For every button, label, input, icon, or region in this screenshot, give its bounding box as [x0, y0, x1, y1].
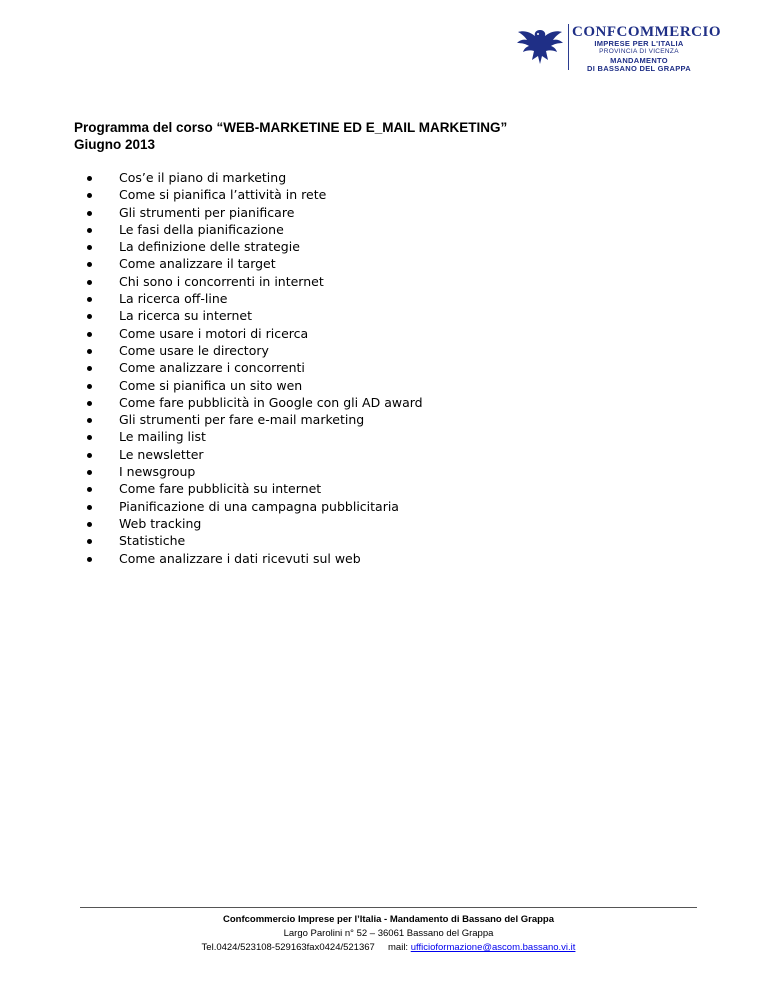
footer-organization: Confcommercio Imprese per l’Italia - Mandamento di Bassano del Grappa: [223, 914, 554, 925]
bullet-icon: [87, 297, 92, 302]
title-line-date: Giugno 2013: [74, 137, 156, 152]
list-item: [82, 550, 423, 567]
eagle-icon: [516, 26, 564, 66]
logo-text: [572, 24, 721, 73]
title-line-course: Programma del corso “WEB-MARKETINE ED E_MAIL MARKETING”: [74, 120, 508, 135]
list-item-text: Gli strumenti per pianificare: [119, 204, 295, 220]
course-topics-list: [82, 169, 423, 567]
footer: [80, 913, 697, 955]
bullet-icon: [87, 418, 92, 423]
bullet-icon: [87, 349, 92, 354]
list-item: [82, 480, 423, 497]
list-item-text: Come analizzare i dati ricevuti sul web: [119, 550, 361, 566]
bullet-icon: [87, 401, 92, 406]
list-item-text: Come si pianifica un sito wen: [119, 377, 303, 393]
bullet-icon: [87, 522, 92, 527]
logo-divider: [568, 24, 569, 70]
list-item-text: La ricerca off-line: [119, 291, 228, 307]
bullet-icon: [87, 557, 92, 562]
list-item: [82, 204, 423, 221]
bullet-icon: [87, 228, 92, 233]
logo-mandamento-line2: DI BASSANO DEL GRAPPA: [587, 64, 691, 73]
list-item: [82, 307, 423, 324]
list-item-text: Pianificazione di una campagna pubblicitaria: [119, 498, 399, 514]
list-item: [82, 498, 423, 515]
bullet-icon: [87, 453, 92, 458]
footer-phone-fax: Tel.0424/523108-529163fax0424/521367 mail:: [201, 942, 411, 953]
list-item-text: Cos’e il piano di marketing: [119, 170, 287, 185]
list-item: [82, 290, 423, 307]
bullet-icon: [87, 332, 92, 337]
bullet-icon: [87, 384, 92, 389]
bullet-icon: [87, 245, 92, 250]
list-item-text: Statistiche: [119, 533, 186, 549]
bullet-icon: [87, 176, 92, 181]
list-item: [82, 377, 423, 394]
list-item-text: Come si pianifica l’attività in rete: [119, 187, 327, 203]
document-title: [74, 119, 507, 153]
list-item-text: Chi sono i concorrenti in internet: [119, 273, 324, 289]
logo-province: PROVINCIA DI VICENZA: [599, 48, 679, 55]
bullet-icon: [87, 211, 92, 216]
logo-mandamento-line1: MANDAMENTO: [610, 56, 668, 65]
bullet-icon: [87, 487, 92, 492]
bullet-icon: [87, 366, 92, 371]
list-item: [82, 463, 423, 480]
list-item: [82, 394, 423, 411]
list-item: [82, 411, 423, 428]
bullet-icon: [87, 193, 92, 198]
list-item: [82, 342, 423, 359]
footer-divider: [80, 907, 697, 908]
list-item: [82, 238, 423, 255]
list-item: [82, 273, 423, 290]
list-item: [82, 255, 423, 272]
bullet-icon: [87, 280, 92, 285]
confcommercio-logo: [516, 24, 721, 73]
list-item-text: Come usare le directory: [119, 342, 269, 358]
list-item-text: I newsgroup: [119, 464, 196, 480]
list-item: [82, 221, 423, 238]
bullet-icon: [87, 470, 92, 475]
logo-tagline: IMPRESE PER L'ITALIA: [594, 39, 684, 48]
list-item-text: Come fare pubblicità in Google con gli AD award: [119, 394, 423, 410]
list-item-text: Come fare pubblicità su internet: [119, 481, 322, 497]
bullet-icon: [87, 262, 92, 267]
list-item: [82, 359, 423, 376]
list-item-text: Le mailing list: [119, 429, 206, 445]
logo-brand: CONFCOMMERCIO: [572, 24, 721, 40]
list-item-text: Le newsletter: [119, 446, 204, 462]
bullet-icon: [87, 505, 92, 510]
list-item: [82, 325, 423, 342]
bullet-icon: [87, 314, 92, 319]
list-item: [82, 515, 423, 532]
footer-address: Largo Parolini n° 52 – 36061 Bassano del Grappa: [283, 928, 494, 939]
list-item: [82, 428, 423, 445]
list-item-text: Come analizzare il target: [119, 256, 276, 272]
list-item: [82, 186, 423, 203]
bullet-icon: [87, 539, 92, 544]
footer-email-link[interactable]: ufficioformazione@ascom.bassano.vi.it: [410, 942, 576, 953]
list-item-text: La definizione delle strategie: [119, 239, 300, 255]
list-item: [82, 532, 423, 549]
list-item-text: Come analizzare i concorrenti: [119, 360, 305, 376]
list-item-text: Le fasi della pianificazione: [119, 221, 284, 237]
list-item-text: La ricerca su internet: [119, 308, 252, 324]
footer-contacts: [80, 941, 697, 955]
bullet-icon: [87, 435, 92, 440]
list-item-text: Web tracking: [119, 515, 202, 531]
list-item: [82, 169, 423, 186]
list-item-text: Gli strumenti per fare e-mail marketing: [119, 412, 365, 428]
list-item-text: Come usare i motori di ricerca: [119, 325, 309, 341]
list-item: [82, 446, 423, 463]
